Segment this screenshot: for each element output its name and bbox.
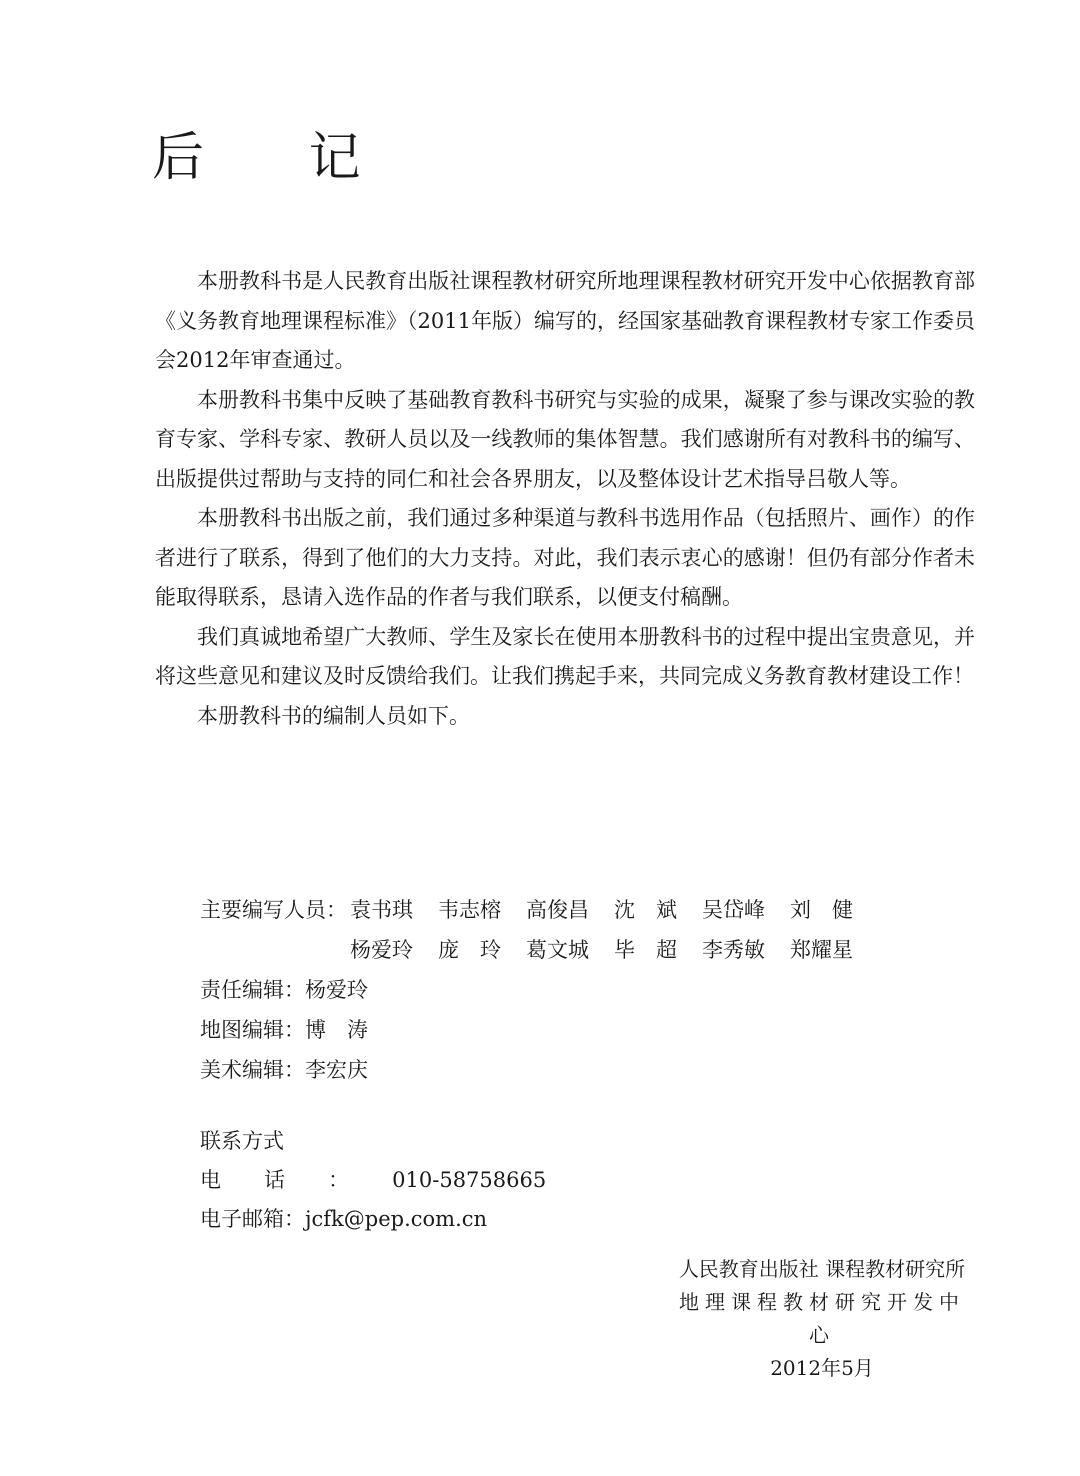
signature-date: 2012年5月 (770, 1356, 874, 1380)
paragraph: 本册教科书是人民教育出版社课程教材研究所地理课程教材研究开发中心依据教育部《义务教育地理课程标准》（2011年版）编写的，经国家基础教育课程教材专家工作委员会2012年审查通过。 (155, 269, 975, 372)
author-name: 高俊昌 (526, 898, 589, 922)
author-name: 李秀敏 (702, 938, 765, 962)
paragraph: 我们真诚地希望广大教师、学生及家长在使用本册教科书的过程中提出宝贵意见，并将这些意见和建议及时反馈给我们。让我们携起手来，共同完成义务教育教材建设工作！ (155, 624, 975, 688)
editor-label: 责任编辑： (200, 978, 305, 1002)
art-editor-row (200, 1050, 878, 1090)
author-name: 郑耀星 (790, 938, 853, 962)
author-name: 庞 玲 (438, 938, 501, 962)
editor-name: 杨爱玲 (305, 978, 368, 1002)
author-name: 葛文城 (526, 938, 589, 962)
signature-org: 人民教育出版社 课程教材研究所 (678, 1257, 966, 1281)
paragraph: 本册教科书集中反映了基础教育教科书研究与实验的成果，凝聚了参与课改实验的教育专家、学科专家、教研人员以及一线教师的集体智慧。我们感谢所有对教科书的编写、出版提供过帮助与支持的同仁和社会各界朋友，以及整体设计艺术指导吕敬人等。 (155, 387, 975, 491)
map-editor-name: 博 涛 (305, 1018, 368, 1042)
page-title: 后 记 (152, 128, 405, 188)
contact-heading: 联系方式 (200, 1129, 284, 1153)
body-text (155, 262, 975, 736)
phone-label: 电话： (200, 1168, 393, 1192)
author-name: 吴岱峰 (702, 898, 765, 922)
art-editor-name: 李宏庆 (305, 1058, 368, 1082)
paragraph: 本册教科书出版之前，我们通过多种渠道与教科书选用作品（包括照片、画作）的作者进行了联系，得到了他们的大力支持。对此，我们表示衷心的感谢！但仍有部分作者未能取得联系，恳请入选作品的作者与我们联系，以便支付稿酬。 (155, 506, 975, 609)
paragraph: 本册教科书的编制人员如下。 (197, 703, 470, 728)
author-name: 刘 健 (790, 898, 853, 922)
art-editor-label: 美术编辑： (200, 1058, 305, 1082)
staff-label-spacer (200, 930, 350, 970)
signature-block (672, 1253, 972, 1385)
main-authors-row (200, 890, 878, 930)
author-name: 沈 斌 (614, 898, 677, 922)
phone-number: 010-58758665 (392, 1168, 547, 1192)
author-name: 杨爱玲 (350, 938, 413, 962)
main-authors-names (350, 890, 878, 930)
contact-info (200, 1122, 546, 1239)
main-authors-names (350, 930, 878, 970)
email-label: 电子邮箱： (200, 1207, 305, 1231)
signature-center: 地理课程教材研究开发中心 (679, 1290, 965, 1347)
map-editor-row (200, 1010, 878, 1050)
main-authors-label: 主要编写人员： (200, 898, 347, 922)
editor-row (200, 970, 878, 1010)
main-authors-row-2 (200, 930, 878, 970)
map-editor-label: 地图编辑： (200, 1018, 305, 1042)
email-row (200, 1200, 546, 1239)
phone-row (200, 1161, 546, 1200)
author-name: 袁书琪 (350, 898, 413, 922)
email-address: jcfk@pep.com.cn (305, 1207, 488, 1231)
staff-list (200, 890, 878, 1090)
author-name: 韦志榕 (438, 898, 501, 922)
author-name: 毕 超 (614, 938, 677, 962)
